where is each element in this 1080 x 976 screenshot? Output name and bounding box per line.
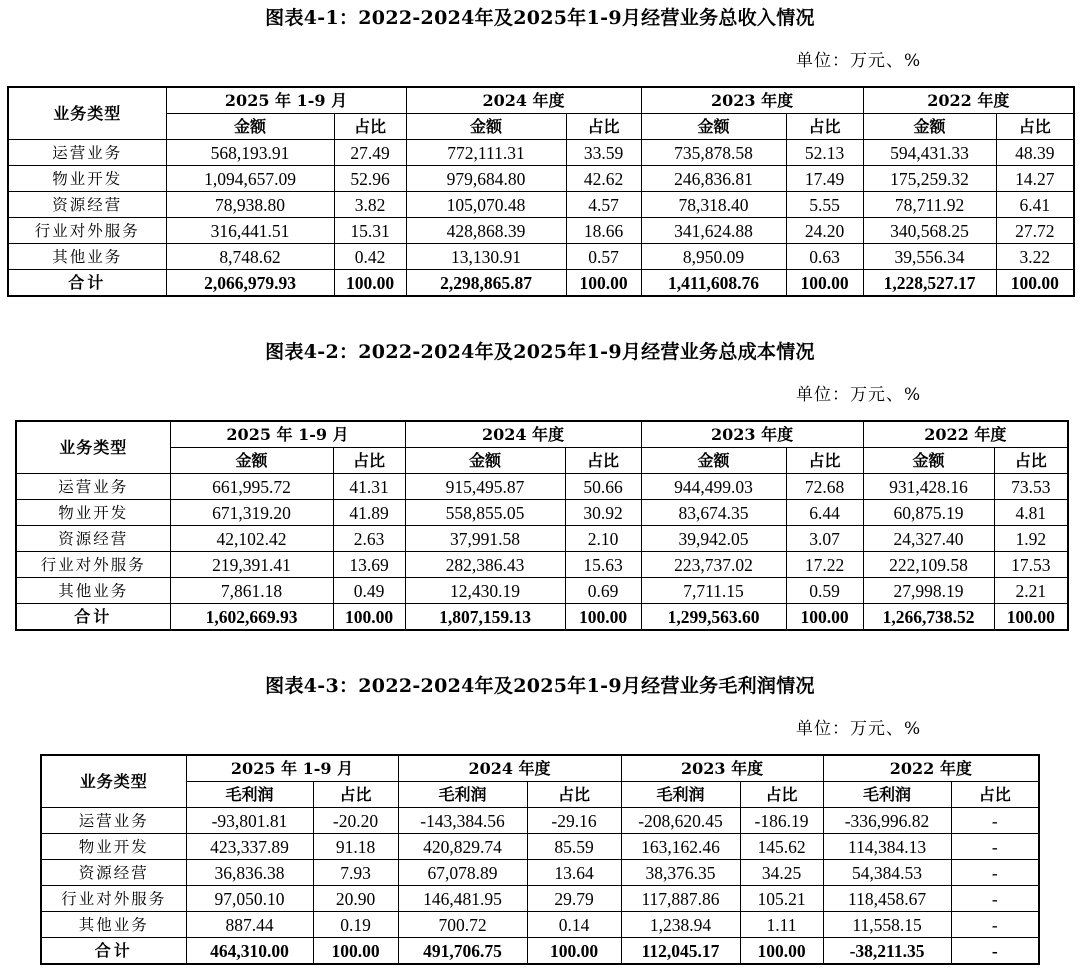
ratio-cell: 30.92: [565, 500, 641, 526]
ratio-cell: 52.96: [334, 166, 406, 192]
amount-cell: 60,875.19: [863, 500, 994, 526]
amount-cell: 661,995.72: [170, 474, 333, 500]
amount-cell: 36,836.38: [186, 860, 313, 886]
subheader: 占比: [994, 448, 1068, 474]
amount-cell: 219,391.41: [170, 552, 333, 578]
subheader-row: [16, 448, 1068, 474]
ratio-cell: 145.62: [740, 834, 823, 860]
amount-cell: 39,942.05: [641, 526, 786, 552]
amount-cell: 97,050.10: [186, 886, 313, 912]
ratio-cell: -29.16: [527, 808, 621, 834]
ratio-cell: 42.62: [566, 166, 641, 192]
period-header: 2022 年度: [823, 755, 1039, 782]
amount-cell: 114,384.13: [823, 834, 951, 860]
table-row: [8, 192, 1074, 218]
row-label: 物业开发: [41, 834, 186, 860]
amount-cell: -143,384.56: [398, 808, 527, 834]
amount-cell: 428,868.39: [406, 218, 566, 244]
ratio-cell: -: [951, 886, 1039, 912]
subheader: 占比: [334, 114, 406, 140]
table-row: [16, 526, 1068, 552]
amount-cell: 1,094,657.09: [166, 166, 334, 192]
ratio-cell: 100.00: [996, 270, 1074, 297]
subheader: 占比: [996, 114, 1074, 140]
period-header: 2025 年 1-9 月: [170, 421, 405, 448]
amount-cell: 558,855.05: [405, 500, 565, 526]
amount-cell: 1,411,608.76: [641, 270, 786, 297]
ratio-cell: 15.31: [334, 218, 406, 244]
amount-cell: 24,327.40: [863, 526, 994, 552]
table-row: [41, 886, 1039, 912]
ratio-cell: 2.63: [333, 526, 405, 552]
amount-cell: 223,737.02: [641, 552, 786, 578]
total-label: 合计: [41, 938, 186, 965]
ratio-cell: 27.72: [996, 218, 1074, 244]
row-label: 运营业务: [41, 808, 186, 834]
total-row: [8, 270, 1074, 297]
period-header: 2025 年 1-9 月: [186, 755, 398, 782]
subheader: 金额: [405, 448, 565, 474]
row-label: 运营业务: [8, 140, 166, 166]
amount-cell: 7,861.18: [170, 578, 333, 604]
period-header: 2023 年度: [641, 87, 863, 114]
table-row: [16, 552, 1068, 578]
period-header: 2024 年度: [406, 87, 641, 114]
ratio-cell: -20.20: [313, 808, 398, 834]
amount-cell: -208,620.45: [621, 808, 740, 834]
row-label: 运营业务: [16, 474, 170, 500]
ratio-cell: 18.66: [566, 218, 641, 244]
total-label: 合计: [16, 604, 170, 631]
amount-cell: 13,130.91: [406, 244, 566, 270]
subheader: 占比: [313, 782, 398, 808]
table-title: 图表4-3：2022-2024年及2025年1-9月经营业务毛利润情况: [265, 675, 815, 697]
ratio-cell: 0.42: [334, 244, 406, 270]
ratio-cell: 85.59: [527, 834, 621, 860]
column-header-type: 业务类型: [16, 421, 170, 474]
ratio-cell: 41.89: [333, 500, 405, 526]
amount-cell: 594,431.33: [863, 140, 996, 166]
amount-cell: 112,045.17: [621, 938, 740, 965]
amount-cell: 8,950.09: [641, 244, 786, 270]
amount-cell: 146,481.95: [398, 886, 527, 912]
amount-cell: 78,711.92: [863, 192, 996, 218]
amount-cell: 38,376.35: [621, 860, 740, 886]
unit-label: 单位：万元、%: [796, 719, 922, 739]
ratio-cell: 13.69: [333, 552, 405, 578]
ratio-cell: 7.93: [313, 860, 398, 886]
column-header-type: 业务类型: [8, 87, 166, 140]
ratio-cell: 0.63: [786, 244, 863, 270]
amount-cell: 42,102.42: [170, 526, 333, 552]
header-row: [16, 421, 1068, 448]
subheader-row: [8, 114, 1074, 140]
amount-cell: 944,499.03: [641, 474, 786, 500]
ratio-cell: 2.21: [994, 578, 1068, 604]
table-row: [8, 244, 1074, 270]
ratio-cell: 100.00: [566, 270, 641, 297]
amount-cell: 78,938.80: [166, 192, 334, 218]
table-row: [41, 834, 1039, 860]
revenue-table: [7, 86, 1075, 297]
subheader: 占比: [333, 448, 405, 474]
amount-cell: 420,829.74: [398, 834, 527, 860]
amount-cell: 464,310.00: [186, 938, 313, 965]
row-label: 行业对外服务: [8, 218, 166, 244]
ratio-cell: 17.49: [786, 166, 863, 192]
row-label: 资源经营: [8, 192, 166, 218]
amount-cell: 671,319.20: [170, 500, 333, 526]
subheader: 占比: [786, 114, 863, 140]
ratio-cell: 100.00: [313, 938, 398, 965]
ratio-cell: 34.25: [740, 860, 823, 886]
amount-cell: 887.44: [186, 912, 313, 938]
period-header: 2024 年度: [405, 421, 641, 448]
amount-cell: 37,991.58: [405, 526, 565, 552]
ratio-cell: 48.39: [996, 140, 1074, 166]
ratio-cell: 0.57: [566, 244, 641, 270]
table-row: [8, 218, 1074, 244]
column-header-type: 业务类型: [41, 755, 186, 808]
subheader: 金额: [641, 114, 786, 140]
amount-cell: 1,807,159.13: [405, 604, 565, 631]
subheader: 金额: [170, 448, 333, 474]
amount-cell: 54,384.53: [823, 860, 951, 886]
ratio-cell: 20.90: [313, 886, 398, 912]
amount-cell: 568,193.91: [166, 140, 334, 166]
table-row: [16, 500, 1068, 526]
amount-cell: 39,556.34: [863, 244, 996, 270]
row-label: 物业开发: [8, 166, 166, 192]
ratio-cell: 29.79: [527, 886, 621, 912]
period-header: 2023 年度: [621, 755, 823, 782]
ratio-cell: -: [951, 808, 1039, 834]
subheader: 金额: [641, 448, 786, 474]
amount-cell: -336,996.82: [823, 808, 951, 834]
ratio-cell: 91.18: [313, 834, 398, 860]
subheader: 占比: [786, 448, 863, 474]
ratio-cell: 0.69: [565, 578, 641, 604]
row-label: 其他业务: [8, 244, 166, 270]
ratio-cell: -186.19: [740, 808, 823, 834]
ratio-cell: 33.59: [566, 140, 641, 166]
table-row: [8, 140, 1074, 166]
row-label: 其他业务: [41, 912, 186, 938]
amount-cell: 423,337.89: [186, 834, 313, 860]
amount-cell: 979,684.80: [406, 166, 566, 192]
ratio-cell: 14.27: [996, 166, 1074, 192]
amount-cell: 2,298,865.87: [406, 270, 566, 297]
amount-cell: 282,386.43: [405, 552, 565, 578]
ratio-cell: 105.21: [740, 886, 823, 912]
subheader: 占比: [740, 782, 823, 808]
amount-cell: 83,674.35: [641, 500, 786, 526]
gross-profit-table: [40, 754, 1040, 965]
amount-cell: 246,836.81: [641, 166, 786, 192]
ratio-cell: 4.81: [994, 500, 1068, 526]
period-header: 2024 年度: [398, 755, 621, 782]
subheader: 金额: [863, 114, 996, 140]
amount-cell: -38,211.35: [823, 938, 951, 965]
period-header: 2025 年 1-9 月: [166, 87, 406, 114]
subheader: 金额: [166, 114, 334, 140]
table-row: [41, 912, 1039, 938]
amount-cell: 700.72: [398, 912, 527, 938]
ratio-cell: 0.59: [786, 578, 863, 604]
amount-cell: 105,070.48: [406, 192, 566, 218]
subheader: 占比: [951, 782, 1039, 808]
amount-cell: 222,109.58: [863, 552, 994, 578]
amount-cell: 8,748.62: [166, 244, 334, 270]
table-row: [41, 860, 1039, 886]
period-header: 2022 年度: [863, 421, 1068, 448]
table-title: 图表4-1：2022-2024年及2025年1-9月经营业务总收入情况: [265, 7, 815, 29]
ratio-cell: 100.00: [333, 604, 405, 631]
row-label: 资源经营: [41, 860, 186, 886]
table-row: [41, 808, 1039, 834]
amount-cell: 340,568.25: [863, 218, 996, 244]
ratio-cell: 1.92: [994, 526, 1068, 552]
header-row: [8, 87, 1074, 114]
subheader: 占比: [565, 448, 641, 474]
subheader: 毛利润: [398, 782, 527, 808]
ratio-cell: 0.49: [333, 578, 405, 604]
period-header: 2023 年度: [641, 421, 863, 448]
amount-cell: 491,706.75: [398, 938, 527, 965]
ratio-cell: 4.57: [566, 192, 641, 218]
amount-cell: -93,801.81: [186, 808, 313, 834]
period-header: 2022 年度: [863, 87, 1074, 114]
ratio-cell: 73.53: [994, 474, 1068, 500]
amount-cell: 163,162.46: [621, 834, 740, 860]
amount-cell: 1,266,738.52: [863, 604, 994, 631]
row-label: 行业对外服务: [16, 552, 170, 578]
table-title: 图表4-2：2022-2024年及2025年1-9月经营业务总成本情况: [265, 341, 815, 363]
amount-cell: 772,111.31: [406, 140, 566, 166]
amount-cell: 915,495.87: [405, 474, 565, 500]
ratio-cell: 0.14: [527, 912, 621, 938]
amount-cell: 12,430.19: [405, 578, 565, 604]
ratio-cell: 3.82: [334, 192, 406, 218]
amount-cell: 2,066,979.93: [166, 270, 334, 297]
amount-cell: 1,228,527.17: [863, 270, 996, 297]
total-label: 合计: [8, 270, 166, 297]
ratio-cell: 52.13: [786, 140, 863, 166]
cost-table: [15, 420, 1069, 631]
table-row: [16, 578, 1068, 604]
subheader: 毛利润: [186, 782, 313, 808]
subheader-row: [41, 782, 1039, 808]
ratio-cell: 6.44: [786, 500, 863, 526]
subheader: 毛利润: [823, 782, 951, 808]
amount-cell: 11,558.15: [823, 912, 951, 938]
amount-cell: 931,428.16: [863, 474, 994, 500]
row-label: 行业对外服务: [41, 886, 186, 912]
amount-cell: 1,238.94: [621, 912, 740, 938]
ratio-cell: 72.68: [786, 474, 863, 500]
amount-cell: 118,458.67: [823, 886, 951, 912]
ratio-cell: -: [951, 860, 1039, 886]
amount-cell: 1,602,669.93: [170, 604, 333, 631]
ratio-cell: 17.22: [786, 552, 863, 578]
subheader: 占比: [527, 782, 621, 808]
amount-cell: 27,998.19: [863, 578, 994, 604]
total-row: [41, 938, 1039, 965]
ratio-cell: 100.00: [740, 938, 823, 965]
ratio-cell: 2.10: [565, 526, 641, 552]
amount-cell: 7,711.15: [641, 578, 786, 604]
amount-cell: 1,299,563.60: [641, 604, 786, 631]
unit-label: 单位：万元、%: [796, 385, 922, 405]
row-label: 物业开发: [16, 500, 170, 526]
ratio-cell: 24.20: [786, 218, 863, 244]
row-label: 其他业务: [16, 578, 170, 604]
amount-cell: 316,441.51: [166, 218, 334, 244]
header-row: [41, 755, 1039, 782]
table-row: [16, 474, 1068, 500]
ratio-cell: -: [951, 912, 1039, 938]
ratio-cell: 1.11: [740, 912, 823, 938]
amount-cell: 67,078.89: [398, 860, 527, 886]
subheader: 毛利润: [621, 782, 740, 808]
subheader: 金额: [406, 114, 566, 140]
ratio-cell: 3.07: [786, 526, 863, 552]
amount-cell: 117,887.86: [621, 886, 740, 912]
table-row: [8, 166, 1074, 192]
ratio-cell: 5.55: [786, 192, 863, 218]
ratio-cell: 41.31: [333, 474, 405, 500]
ratio-cell: -: [951, 834, 1039, 860]
ratio-cell: -: [951, 938, 1039, 965]
ratio-cell: 3.22: [996, 244, 1074, 270]
ratio-cell: 100.00: [334, 270, 406, 297]
amount-cell: 78,318.40: [641, 192, 786, 218]
subheader: 占比: [566, 114, 641, 140]
amount-cell: 341,624.88: [641, 218, 786, 244]
ratio-cell: 27.49: [334, 140, 406, 166]
ratio-cell: 100.00: [527, 938, 621, 965]
ratio-cell: 50.66: [565, 474, 641, 500]
total-row: [16, 604, 1068, 631]
unit-label: 单位：万元、%: [796, 51, 922, 71]
row-label: 资源经营: [16, 526, 170, 552]
ratio-cell: 13.64: [527, 860, 621, 886]
ratio-cell: 100.00: [994, 604, 1068, 631]
ratio-cell: 0.19: [313, 912, 398, 938]
amount-cell: 735,878.58: [641, 140, 786, 166]
amount-cell: 175,259.32: [863, 166, 996, 192]
ratio-cell: 15.63: [565, 552, 641, 578]
ratio-cell: 100.00: [565, 604, 641, 631]
subheader: 金额: [863, 448, 994, 474]
ratio-cell: 100.00: [786, 270, 863, 297]
ratio-cell: 100.00: [786, 604, 863, 631]
ratio-cell: 6.41: [996, 192, 1074, 218]
ratio-cell: 17.53: [994, 552, 1068, 578]
